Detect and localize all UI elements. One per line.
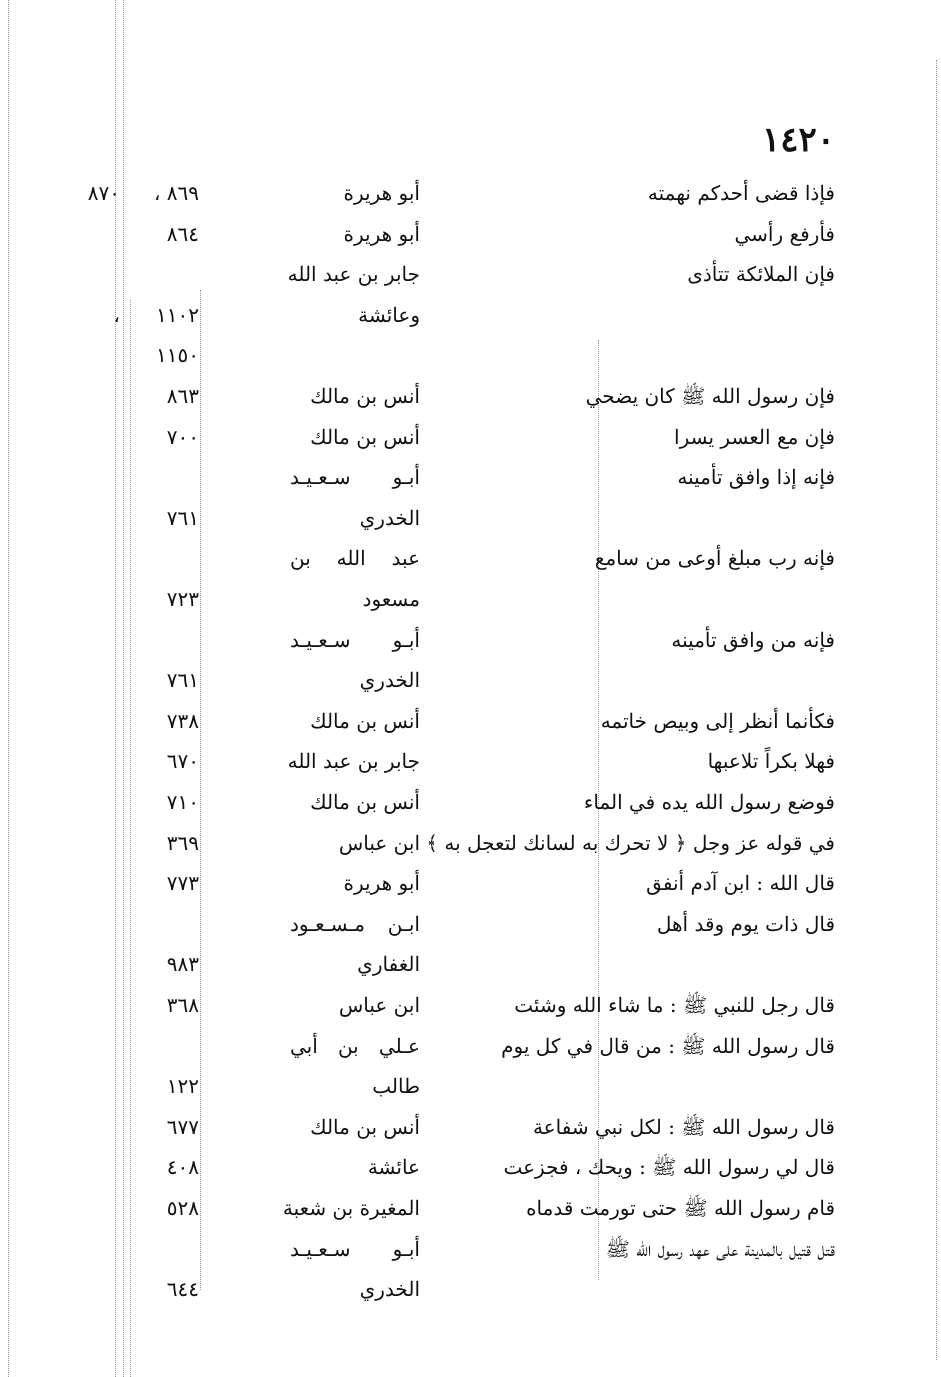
index-row — [0, 1066, 941, 1106]
hadith-number: ١١٠٢ — [156, 303, 199, 327]
hadith-number: ٦٧٧ — [166, 1115, 199, 1139]
hadith-number: ١٢٢ — [166, 1074, 199, 1098]
hadith-text: قال رسول الله ﷺ : من قال في كل يوم — [501, 1034, 835, 1058]
index-row — [0, 376, 941, 416]
index-row — [0, 335, 941, 375]
hadith-text: قال رسول الله ﷺ : لكل نبي شفاعة — [532, 1115, 835, 1139]
hadith-text: في قوله عز وجل ﴿ لا تحرك به لسانك لتعجل به ﴾ — [426, 831, 835, 855]
narrator-name: أنس بن مالك — [310, 709, 420, 733]
index-row — [0, 985, 941, 1025]
index-row — [0, 741, 941, 781]
hadith-text: قال رجل للنبي ﷺ : ما شاء الله وشئت — [514, 993, 835, 1017]
hadith-number: ٧٢٣ — [166, 587, 199, 611]
hadith-text: فإنه من وافق تأمينه — [671, 628, 835, 652]
narrator-name: جابر بن عبد الله — [287, 262, 420, 286]
narrator-name: أبو هريرة — [343, 871, 420, 895]
narrator-name: الخدري — [359, 506, 420, 530]
hadith-text: فإذا قضى أحدكم نهمته — [647, 181, 835, 205]
index-row — [0, 538, 941, 578]
index-row — [0, 823, 941, 863]
hadith-text: فإن الملائكة تتأذى — [687, 262, 835, 286]
index-row — [0, 1107, 941, 1147]
index-row — [0, 295, 941, 335]
narrator-name: أنس بن مالك — [310, 384, 420, 408]
narrator-name: الغفاري — [357, 952, 420, 976]
narrator-name: أبـو سـعـيـد — [290, 628, 420, 652]
narrator-name: أنس بن مالك — [310, 425, 420, 449]
index-row — [0, 904, 941, 944]
hadith-number: ٨٦٤ — [166, 222, 199, 246]
hadith-number: ٦٧٠ — [166, 749, 199, 773]
hadith-text: فإنه رب مبلغ أوعى من سامع — [594, 546, 835, 570]
page-number: ١٤٢٠ — [761, 120, 835, 160]
hadith-text: فأرفع رأسي — [734, 222, 835, 246]
narrator-name: عائشة — [367, 1155, 420, 1179]
narrator-name: الخدري — [359, 1277, 420, 1301]
narrator-name: طالب — [372, 1074, 420, 1098]
narrator-name: ابـن مـسـعـود — [290, 912, 420, 936]
index-row — [0, 620, 941, 660]
index-row — [0, 498, 941, 538]
index-row — [0, 417, 941, 457]
hadith-number: ٥٢٨ — [166, 1196, 199, 1220]
narrator-name: عبد الله بن — [290, 546, 420, 570]
index-row — [0, 457, 941, 497]
narrator-name: الخدري — [359, 668, 420, 692]
narrator-name: أبو هريرة — [343, 181, 420, 205]
hadith-text: قال ذات يوم وقد أهل — [656, 912, 835, 936]
hadith-number: ١١٥٠ — [156, 343, 199, 367]
index-row — [0, 579, 941, 619]
index-row — [0, 1147, 941, 1187]
hadith-text: قام رسول الله ﷺ حتى تورمت قدماه — [526, 1196, 835, 1220]
narrator-name: أنس بن مالك — [310, 790, 420, 814]
hadith-number: ٦٤٤ — [166, 1277, 199, 1301]
hadith-number: ٤٠٨ — [166, 1155, 199, 1179]
hadith-number: ٩٨٣ — [166, 952, 199, 976]
hadith-text: قال الله : ابن آدم أنفق — [646, 871, 835, 895]
hadith-text: فإنه إذا وافق تأمينه — [677, 465, 835, 489]
index-row — [0, 782, 941, 822]
narrator-name: وعائشة — [358, 303, 420, 327]
hadith-text: فكأنما أنظر إلى وبيص خاتمه — [600, 709, 835, 733]
index-row — [0, 701, 941, 741]
narrator-name: أنس بن مالك — [310, 1115, 420, 1139]
hadith-number: ٧٧٣ — [166, 871, 199, 895]
hadith-text: قال لي رسول الله ﷺ : ويحك ، فجزعت — [503, 1155, 835, 1179]
index-row — [0, 1188, 941, 1228]
hadith-number: ٣٦٩ — [166, 831, 199, 855]
index-row — [0, 944, 941, 984]
narrator-name: عـلي بن أبي — [290, 1034, 420, 1058]
narrator-name: أبـو سـعـيـد — [290, 1237, 420, 1261]
index-row — [0, 1269, 941, 1309]
hadith-text: فوضع رسول الله يده في الماء — [583, 790, 835, 814]
hadith-number: ٨٦٩ ، — [153, 181, 199, 205]
hadith-number: ٧٣٨ — [166, 709, 199, 733]
hadith-number: ٧٦١ — [166, 668, 199, 692]
hadith-text: قتل قتيل بالمدينة على عهد رسول الله ﷺ — [605, 1237, 835, 1261]
index-row — [0, 863, 941, 903]
index-row — [0, 254, 941, 294]
narrator-name: مسعود — [362, 587, 420, 611]
index-row — [0, 214, 941, 254]
hadith-number: ٧١٠ — [166, 790, 199, 814]
hadith-number: ٧٦١ — [166, 506, 199, 530]
hadith-text: فإن رسول الله ﷺ كان يضحي — [585, 384, 835, 408]
index-row — [0, 173, 941, 213]
extra-number: ٨٧٠ — [87, 181, 120, 205]
narrator-name: أبـو سـعـيـد — [290, 465, 420, 489]
hadith-number: ٣٦٨ — [166, 993, 199, 1017]
hadith-text: فإن مع العسر يسرا — [674, 425, 835, 449]
narrator-name: جابر بن عبد الله — [287, 749, 420, 773]
index-row — [0, 660, 941, 700]
hadith-number: ٧٠٠ — [166, 425, 199, 449]
hadith-number: ٨٦٣ — [166, 384, 199, 408]
index-row — [0, 1229, 941, 1269]
extra-number: ، — [113, 303, 120, 327]
narrator-name: ابن عباس — [338, 993, 420, 1017]
narrator-name: أبو هريرة — [343, 222, 420, 246]
index-row — [0, 1026, 941, 1066]
narrator-name: ابن عباس — [338, 831, 420, 855]
hadith-text: فهلا بكراً تلاعبها — [707, 749, 835, 773]
narrator-name: المغيرة بن شعبة — [282, 1196, 420, 1220]
